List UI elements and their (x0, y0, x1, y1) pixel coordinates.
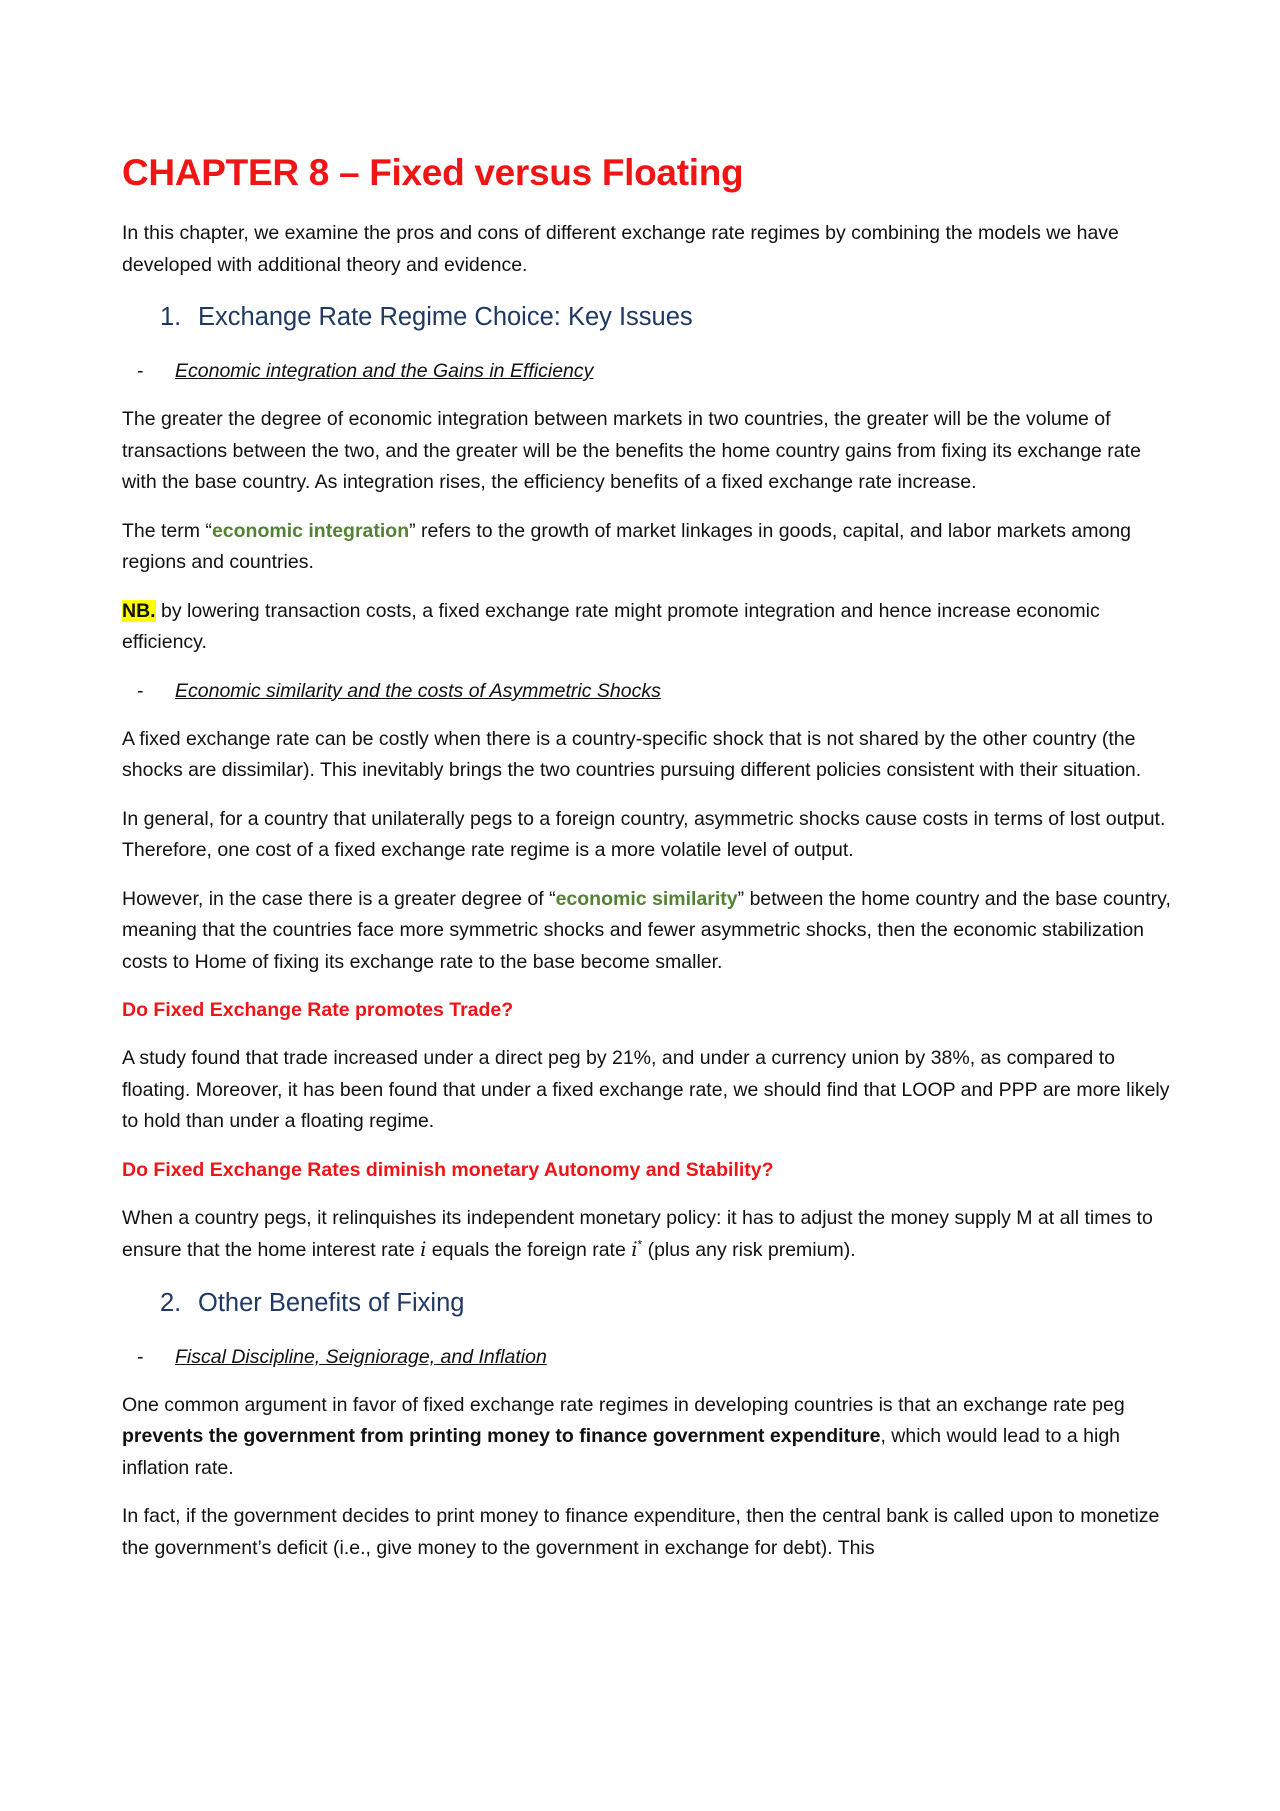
trade-study-paragraph: A study found that trade increased under a direct peg by 21%, and under a currency union by 38%, as compared to floating. Moreover, it has been found that under a fixed exchange rate, we should find that LOOP and PPP are more likely to hold than under a floating regime. (122, 1047, 1170, 1132)
text-run: ” between the home country and the base country, meaning that the countries face more symmetric shocks and fewer asymmetric shocks, then the economic stabilization costs to Home of fixing its exchange rate to the base become smaller. (122, 887, 1171, 973)
monetize-deficit-paragraph: In fact, if the government decides to print money to finance expenditure, then the central bank is called upon to monetize the government’s deficit (i.e., give money to the government in exchange for debt). This (122, 1505, 1160, 1559)
integration-paragraph: The greater the degree of economic integration between markets in two countries, the greater will be the volume of transactions between the two, and the greater will be the benefits the home country gains from fixing its exchange rate with the base country. As integration rises, the efficiency benefits of a fixed exchange rate increase. (122, 408, 1141, 493)
monetary-policy-paragraph (122, 1203, 1172, 1267)
nb-note (122, 596, 1172, 659)
economic-integration-definition (122, 516, 1172, 579)
foreign-star: * (637, 1237, 643, 1252)
chapter-title: CHAPTER 8 – Fixed versus Floating (122, 152, 744, 193)
dash-bullet: - (137, 360, 144, 382)
subheading-fiscal-discipline (122, 1342, 1172, 1373)
asymmetric-shock-paragraph: A fixed exchange rate can be costly when there is a country-specific shock that is not shared by the other country (the shocks are dissimilar). This inevitably brings the two countries pursuing different policies consistent with their situation. (122, 727, 1142, 781)
text-run: However, in the case there is a greater degree of “ (122, 887, 556, 910)
foreign-interest-symbol: i (631, 1238, 638, 1261)
home-interest-symbol: i (420, 1238, 427, 1261)
question-trade: Do Fixed Exchange Rate promotes Trade? (122, 999, 514, 1021)
section-1-number: 1. (160, 303, 182, 331)
fiscal-discipline-paragraph (122, 1390, 1172, 1485)
section-2-title: Other Benefits of Fixing (198, 1288, 465, 1317)
bold-phrase: prevents the government from printing money to finance government expenditure (122, 1425, 881, 1447)
section-2-number: 2. (160, 1288, 182, 1317)
lost-output-paragraph: In general, for a country that unilaterally pegs to a foreign country, asymmetric shocks cause costs in terms of lost output. Therefore, one cost of a fixed exchange rate regime is a more volatile level of output. (122, 807, 1166, 861)
nb-highlight: NB. (122, 599, 156, 622)
economic-similarity-paragraph (122, 884, 1172, 979)
text-run: equals the foreign rate (426, 1239, 632, 1261)
text-run: , which would lead to a high inflation rate. (122, 1425, 1121, 1479)
section-1-heading (122, 298, 1172, 336)
text-run: by lowering transaction costs, a fixed exchange rate might promote integration and hence increase economic efficiency. (122, 599, 1100, 653)
text-run: The term “ (122, 519, 212, 542)
intro-paragraph: In this chapter, we examine the pros and cons of different exchange rate regimes by combining the models we have developed with additional theory and evidence. (122, 222, 1119, 276)
subheading-label: Fiscal Discipline, Seigniorage, and Inflation (175, 1345, 547, 1368)
dash-bullet: - (137, 679, 144, 702)
term-economic-integration: economic integration (211, 519, 410, 542)
text-run: (plus any risk premium). (642, 1239, 856, 1261)
subheading-label: Economic integration and the Gains in Efficiency (175, 360, 594, 382)
text-run: One common argument in favor of fixed exchange rate regimes in developing countries is that an exchange rate peg (122, 1393, 1125, 1416)
subheading-label: Economic similarity and the costs of Asymmetric Shocks (175, 679, 661, 702)
subheading-economic-integration (122, 356, 1172, 387)
section-2-heading (122, 1284, 1172, 1322)
text-run: ” refers to the growth of market linkages in goods, capital, and labor markets among regions and countries. (122, 519, 1132, 573)
document-page (122, 150, 1172, 1581)
term-economic-similarity: economic similarity (555, 887, 738, 910)
subheading-economic-similarity (122, 676, 1172, 707)
text-run: When a country pegs, it relinquishes its independent monetary policy: it has to adjust the money supply M at all times to ensure that the home interest rate (122, 1206, 1153, 1261)
dash-bullet: - (137, 1345, 144, 1368)
section-1-title: Exchange Rate Regime Choice: Key Issues (198, 303, 693, 331)
question-monetary-autonomy: Do Fixed Exchange Rates diminish monetary Autonomy and Stability? (122, 1158, 774, 1181)
